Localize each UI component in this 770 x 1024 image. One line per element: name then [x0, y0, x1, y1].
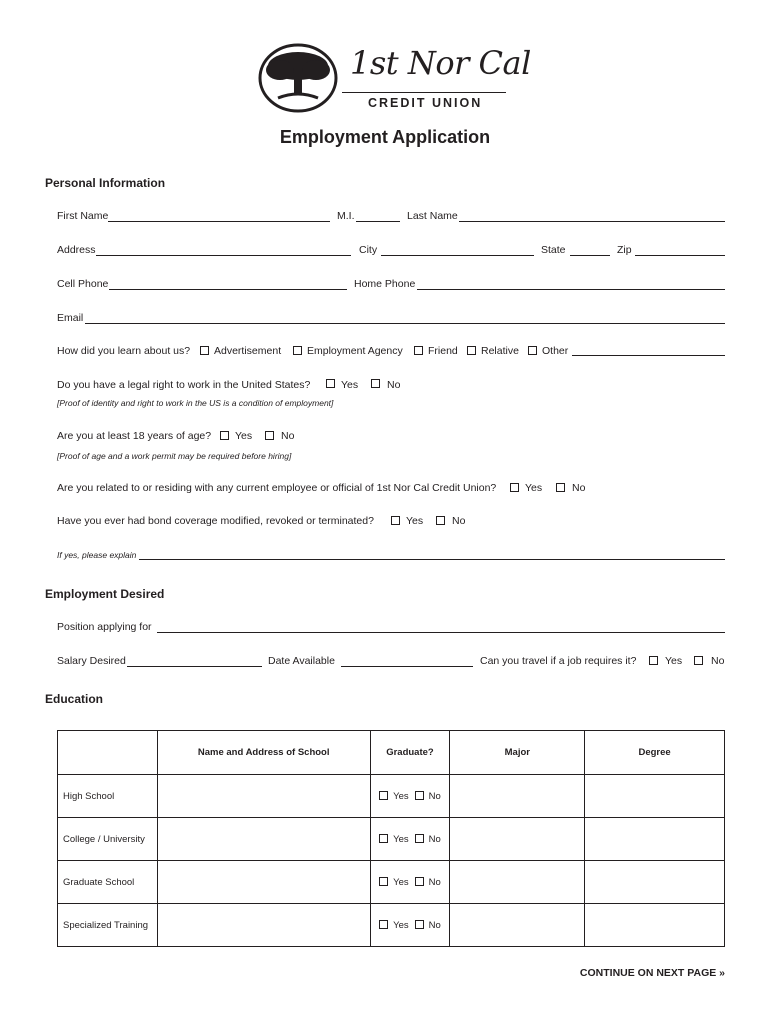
age-no-label: No	[281, 430, 295, 442]
city-label: City	[359, 244, 378, 256]
legal-question: Do you have a legal right to work in the United States?	[57, 379, 311, 391]
age-note: [Proof of age and a work permit may be required before hiring]	[57, 451, 292, 461]
advertisement-label: Advertisement	[214, 345, 282, 357]
related-no-checkbox[interactable]	[556, 483, 565, 492]
grad-no-label: No	[428, 790, 441, 802]
major-cell[interactable]	[450, 775, 585, 818]
age-no-checkbox[interactable]	[265, 431, 274, 440]
section-personal-heading: Personal Information	[45, 176, 166, 190]
position-field[interactable]	[157, 632, 725, 633]
legal-note: [Proof of identity and right to work in the US is a condition of employment]	[57, 398, 334, 408]
major-cell[interactable]	[450, 861, 585, 904]
employment-agency-checkbox[interactable]	[293, 346, 302, 355]
row-label: High School	[58, 775, 158, 818]
bond-no-label: No	[452, 515, 466, 527]
column-header	[58, 731, 158, 775]
table-row	[58, 861, 725, 904]
grad-no-label: No	[428, 876, 441, 888]
learn-question: How did you learn about us?	[57, 345, 191, 357]
row-label: Graduate School	[58, 861, 158, 904]
travel-question: Can you travel if a job requires it?	[480, 655, 637, 667]
table-row	[58, 904, 725, 947]
other-checkbox[interactable]	[528, 346, 537, 355]
email-field[interactable]	[85, 323, 725, 324]
cell-phone-field[interactable]	[109, 289, 347, 290]
age-question: Are you at least 18 years of age?	[57, 430, 212, 442]
school-cell[interactable]	[157, 861, 370, 904]
section-employment-heading: Employment Desired	[45, 587, 165, 601]
first-name-field[interactable]	[108, 221, 330, 222]
employment-agency-label: Employment Agency	[307, 345, 403, 357]
travel-no-label: No	[711, 655, 725, 667]
related-no-label: No	[572, 482, 586, 494]
zip-label: Zip	[617, 244, 632, 256]
brand-name: 1st Nor Cal	[350, 44, 531, 82]
table-row	[58, 775, 725, 818]
continue-next-page: CONTINUE ON NEXT PAGE »	[579, 967, 725, 979]
grad-yes-checkbox[interactable]	[379, 920, 388, 929]
relative-label: Relative	[481, 345, 519, 357]
first-name-label: First Name	[57, 210, 109, 222]
friend-checkbox[interactable]	[414, 346, 423, 355]
zip-field[interactable]	[635, 255, 725, 256]
address-field[interactable]	[96, 255, 351, 256]
school-cell[interactable]	[157, 775, 370, 818]
state-field[interactable]	[570, 255, 610, 256]
last-name-label: Last Name	[407, 210, 458, 222]
city-field[interactable]	[381, 255, 534, 256]
relative-checkbox[interactable]	[467, 346, 476, 355]
legal-no-checkbox[interactable]	[371, 379, 380, 388]
email-label: Email	[57, 312, 84, 324]
section-education-heading: Education	[45, 692, 104, 706]
graduate-cell	[370, 904, 450, 947]
grad-no-label: No	[428, 919, 441, 931]
graduate-cell	[370, 775, 450, 818]
home-phone-field[interactable]	[417, 289, 725, 290]
brand-rule	[342, 92, 506, 93]
travel-yes-checkbox[interactable]	[649, 656, 658, 665]
date-available-field[interactable]	[341, 666, 473, 667]
brand-sub: CREDIT UNION	[368, 96, 483, 110]
grad-no-checkbox[interactable]	[415, 791, 424, 800]
grad-no-checkbox[interactable]	[415, 877, 424, 886]
date-available-label: Date Available	[268, 655, 335, 667]
degree-cell[interactable]	[585, 861, 725, 904]
bond-no-checkbox[interactable]	[436, 516, 445, 525]
degree-cell[interactable]	[585, 818, 725, 861]
position-label: Position applying for	[57, 621, 152, 633]
graduate-cell	[370, 861, 450, 904]
grad-yes-label: Yes	[393, 919, 409, 931]
grad-yes-checkbox[interactable]	[379, 791, 388, 800]
grad-yes-checkbox[interactable]	[379, 877, 388, 886]
column-header: Degree	[585, 731, 725, 775]
state-label: State	[541, 244, 566, 256]
cell-phone-label: Cell Phone	[57, 278, 109, 290]
travel-yes-label: Yes	[665, 655, 683, 667]
last-name-field[interactable]	[459, 221, 725, 222]
tree-emblem-icon	[258, 42, 340, 114]
home-phone-label: Home Phone	[354, 278, 416, 290]
school-cell[interactable]	[157, 904, 370, 947]
bond-question: Have you ever had bond coverage modified, revoked or terminated?	[57, 515, 374, 527]
row-label: Specialized Training	[58, 904, 158, 947]
graduate-cell	[370, 818, 450, 861]
column-header: Major	[450, 731, 585, 775]
grad-no-label: No	[428, 833, 441, 845]
grad-yes-label: Yes	[393, 876, 409, 888]
major-cell[interactable]	[450, 904, 585, 947]
related-question: Are you related to or residing with any current employee or official of 1st Nor Cal Credit Union?	[57, 482, 497, 494]
legal-yes-checkbox[interactable]	[326, 379, 335, 388]
logo	[258, 42, 531, 114]
related-yes-label: Yes	[525, 482, 543, 494]
other-label: Other	[542, 345, 569, 357]
mi-label: M.I.	[337, 210, 355, 222]
related-yes-checkbox[interactable]	[510, 483, 519, 492]
explain-field[interactable]	[139, 559, 725, 560]
page-title: Employment Application	[279, 127, 491, 147]
age-yes-label: Yes	[235, 430, 253, 442]
school-cell[interactable]	[157, 818, 370, 861]
column-header: Name and Address of School	[157, 731, 370, 775]
bond-yes-checkbox[interactable]	[391, 516, 400, 525]
degree-cell[interactable]	[585, 775, 725, 818]
salary-label: Salary Desired	[57, 655, 126, 667]
grad-yes-label: Yes	[393, 833, 409, 845]
major-cell[interactable]	[450, 818, 585, 861]
mi-field[interactable]	[356, 221, 400, 222]
advertisement-checkbox[interactable]	[200, 346, 209, 355]
grad-yes-checkbox[interactable]	[379, 834, 388, 843]
legal-yes-label: Yes	[341, 379, 359, 391]
grad-no-checkbox[interactable]	[415, 834, 424, 843]
grad-yes-label: Yes	[393, 790, 409, 802]
explain-label: If yes, please explain	[57, 550, 137, 560]
table-row	[58, 818, 725, 861]
degree-cell[interactable]	[585, 904, 725, 947]
row-label: College / University	[58, 818, 158, 861]
travel-no-checkbox[interactable]	[694, 656, 703, 665]
salary-field[interactable]	[127, 666, 262, 667]
column-header: Graduate?	[370, 731, 450, 775]
legal-no-label: No	[387, 379, 401, 391]
friend-label: Friend	[428, 345, 458, 357]
age-yes-checkbox[interactable]	[220, 431, 229, 440]
address-label: Address	[57, 244, 96, 256]
education-header-row	[58, 731, 725, 775]
education-table	[57, 730, 725, 947]
grad-no-checkbox[interactable]	[415, 920, 424, 929]
other-field[interactable]	[572, 355, 725, 356]
bond-yes-label: Yes	[406, 515, 424, 527]
